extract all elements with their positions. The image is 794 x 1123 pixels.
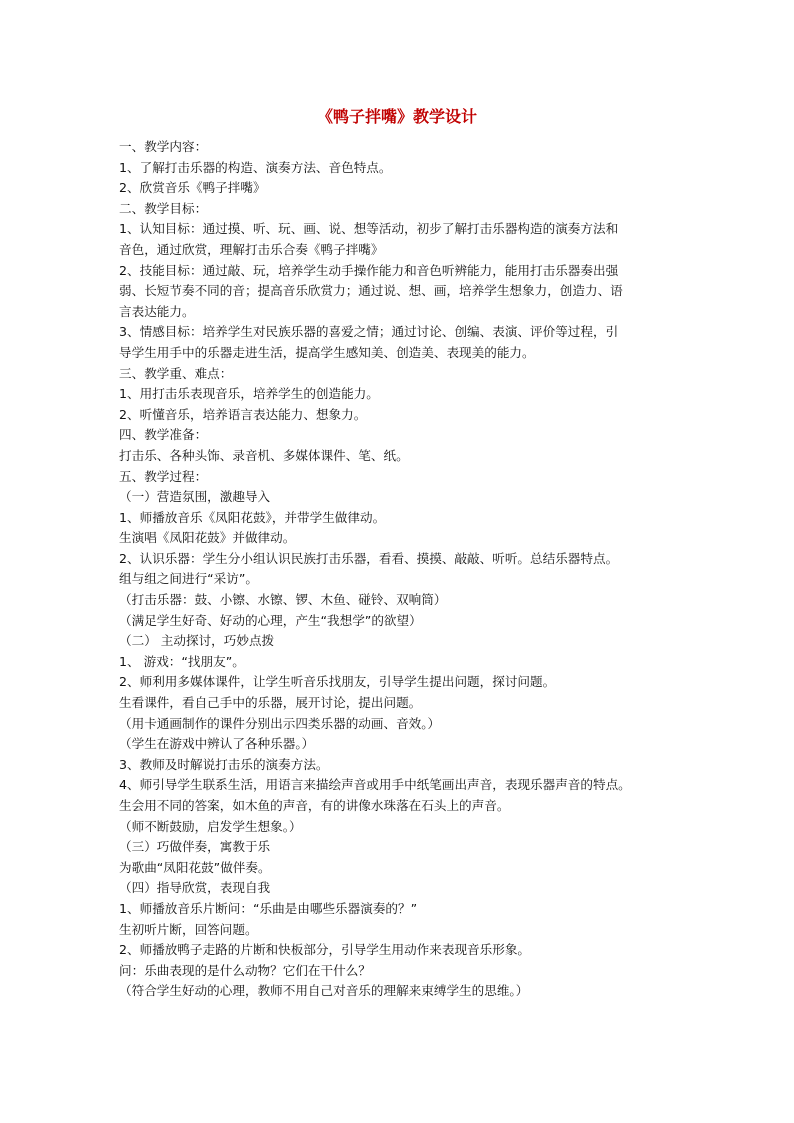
text-line: 1、 游戏：“找朋友”。	[119, 653, 245, 669]
text-line: 问：乐曲表现的是什么动物？它们在干什么？	[119, 962, 371, 978]
text-line: 生初听片断，回答问题。	[119, 921, 258, 937]
text-line: （四）指导欣赏，表现自我	[119, 880, 271, 896]
text-line: 导学生用手中的乐器走进生活，提高学生感知美、创造美、表现美的能力。	[119, 344, 535, 360]
text-line: （一）营造氛围，激趣导入	[119, 489, 271, 505]
text-line: 五、教学过程：	[119, 468, 208, 484]
text-line: 1、了解打击乐器的构造、演奏方法、音色特点。	[119, 159, 392, 175]
document-title: 《鸭子拌嘴》教学设计	[316, 107, 477, 126]
text-line: 1、师播放音乐《凤阳花鼓》，并带学生做律动。	[119, 509, 386, 525]
text-line: 3、教师及时解说打击乐的演奏方法。	[119, 756, 329, 772]
text-line: （符合学生好动的心理，教师不用自己对音乐的理解来束缚学生的思维。）	[119, 983, 529, 999]
text-line: 组与组之间进行“采访”。	[119, 571, 258, 587]
text-line: 1、用打击乐表现音乐，培养学生的创造能力。	[119, 386, 379, 402]
text-line: 三、教学重、难点：	[119, 365, 233, 381]
text-line: 1、认知目标：通过摸、听、玩、画、说、想等活动，初步了解打击乐器构造的演奏方法和	[119, 221, 619, 237]
text-line: （满足学生好奇、好动的心理，产生“我想学”的欲望）	[119, 612, 422, 628]
text-line: （打击乐器：鼓、小镲、水镲、锣、木鱼、碰铃、双响筒）	[119, 592, 447, 608]
text-line: 生演唱《凤阳花鼓》并做律动。	[119, 530, 296, 546]
text-line: 言表达能力。	[119, 303, 195, 319]
text-line: 2、听懂音乐，培养语言表达能力、想象力。	[119, 406, 367, 422]
text-line: 弱、长短节奏不同的音；提高音乐欣赏力；通过说、想、画，培养学生想象力，创造力、语	[119, 283, 623, 299]
text-line: 一、教学内容：	[119, 139, 208, 154]
text-line: 4、师引导学生联系生活，用语言来描绘声音或用手中纸笔画出声音，表现乐器声音的特点。	[119, 777, 631, 793]
text-line: 2、认识乐器：学生分小组认识民族打击乐器，看看、摸摸、敲敲、听听。总结乐器特点。	[119, 550, 619, 566]
text-line: 1、师播放音乐片断问：“乐曲是由哪些乐器演奏的？”	[119, 900, 418, 916]
text-line: 3、情感目标：培养学生对民族乐器的喜爱之情；通过讨论、创编、表演、评价等过程，引	[119, 324, 619, 340]
text-line: （用卡通画制作的课件分别出示四类乐器的动画、音效。）	[119, 715, 441, 731]
text-line: 2、师利用多媒体课件，让学生听音乐找朋友，引导学生提出问题，探讨问题。	[119, 674, 556, 690]
text-line: （二） 主动探讨，巧妙点拨	[119, 633, 275, 649]
text-line: 2、师播放鸭子走路的片断和快板部分，引导学生用动作来表现音乐形象。	[119, 942, 531, 958]
text-line: 2、欣赏音乐《鸭子拌嘴》	[119, 180, 266, 196]
text-line: 生看课件，看自己手中的乐器，展开讨论，提出问题。	[119, 695, 422, 711]
text-line: 为歌曲“凤阳花鼓”做伴奏。	[119, 859, 271, 875]
text-line: 打击乐、各种头饰、录音机、多媒体课件、笔、纸。	[119, 447, 409, 463]
text-line: 2、技能目标：通过敲、玩，培养学生动手操作能力和音色听辨能力，能用打击乐器奏出强	[119, 262, 619, 278]
text-line: （学生在游戏中辨认了各种乐器。）	[119, 736, 315, 752]
text-line: 音色，通过欣赏，理解打击乐合奏《鸭子拌嘴》	[119, 241, 384, 257]
text-line: 二、教学目标：	[119, 200, 208, 216]
text-line: （三）巧做伴奏，寓教于乐	[119, 839, 271, 855]
text-line: 生会用不同的答案，如木鱼的声音，有的讲像水珠落在石头上的声音。	[119, 798, 510, 813]
text-line: 四、教学准备：	[119, 427, 208, 443]
text-line: （师不断鼓励，启发学生想象。）	[119, 818, 302, 834]
document-body	[119, 137, 679, 1002]
